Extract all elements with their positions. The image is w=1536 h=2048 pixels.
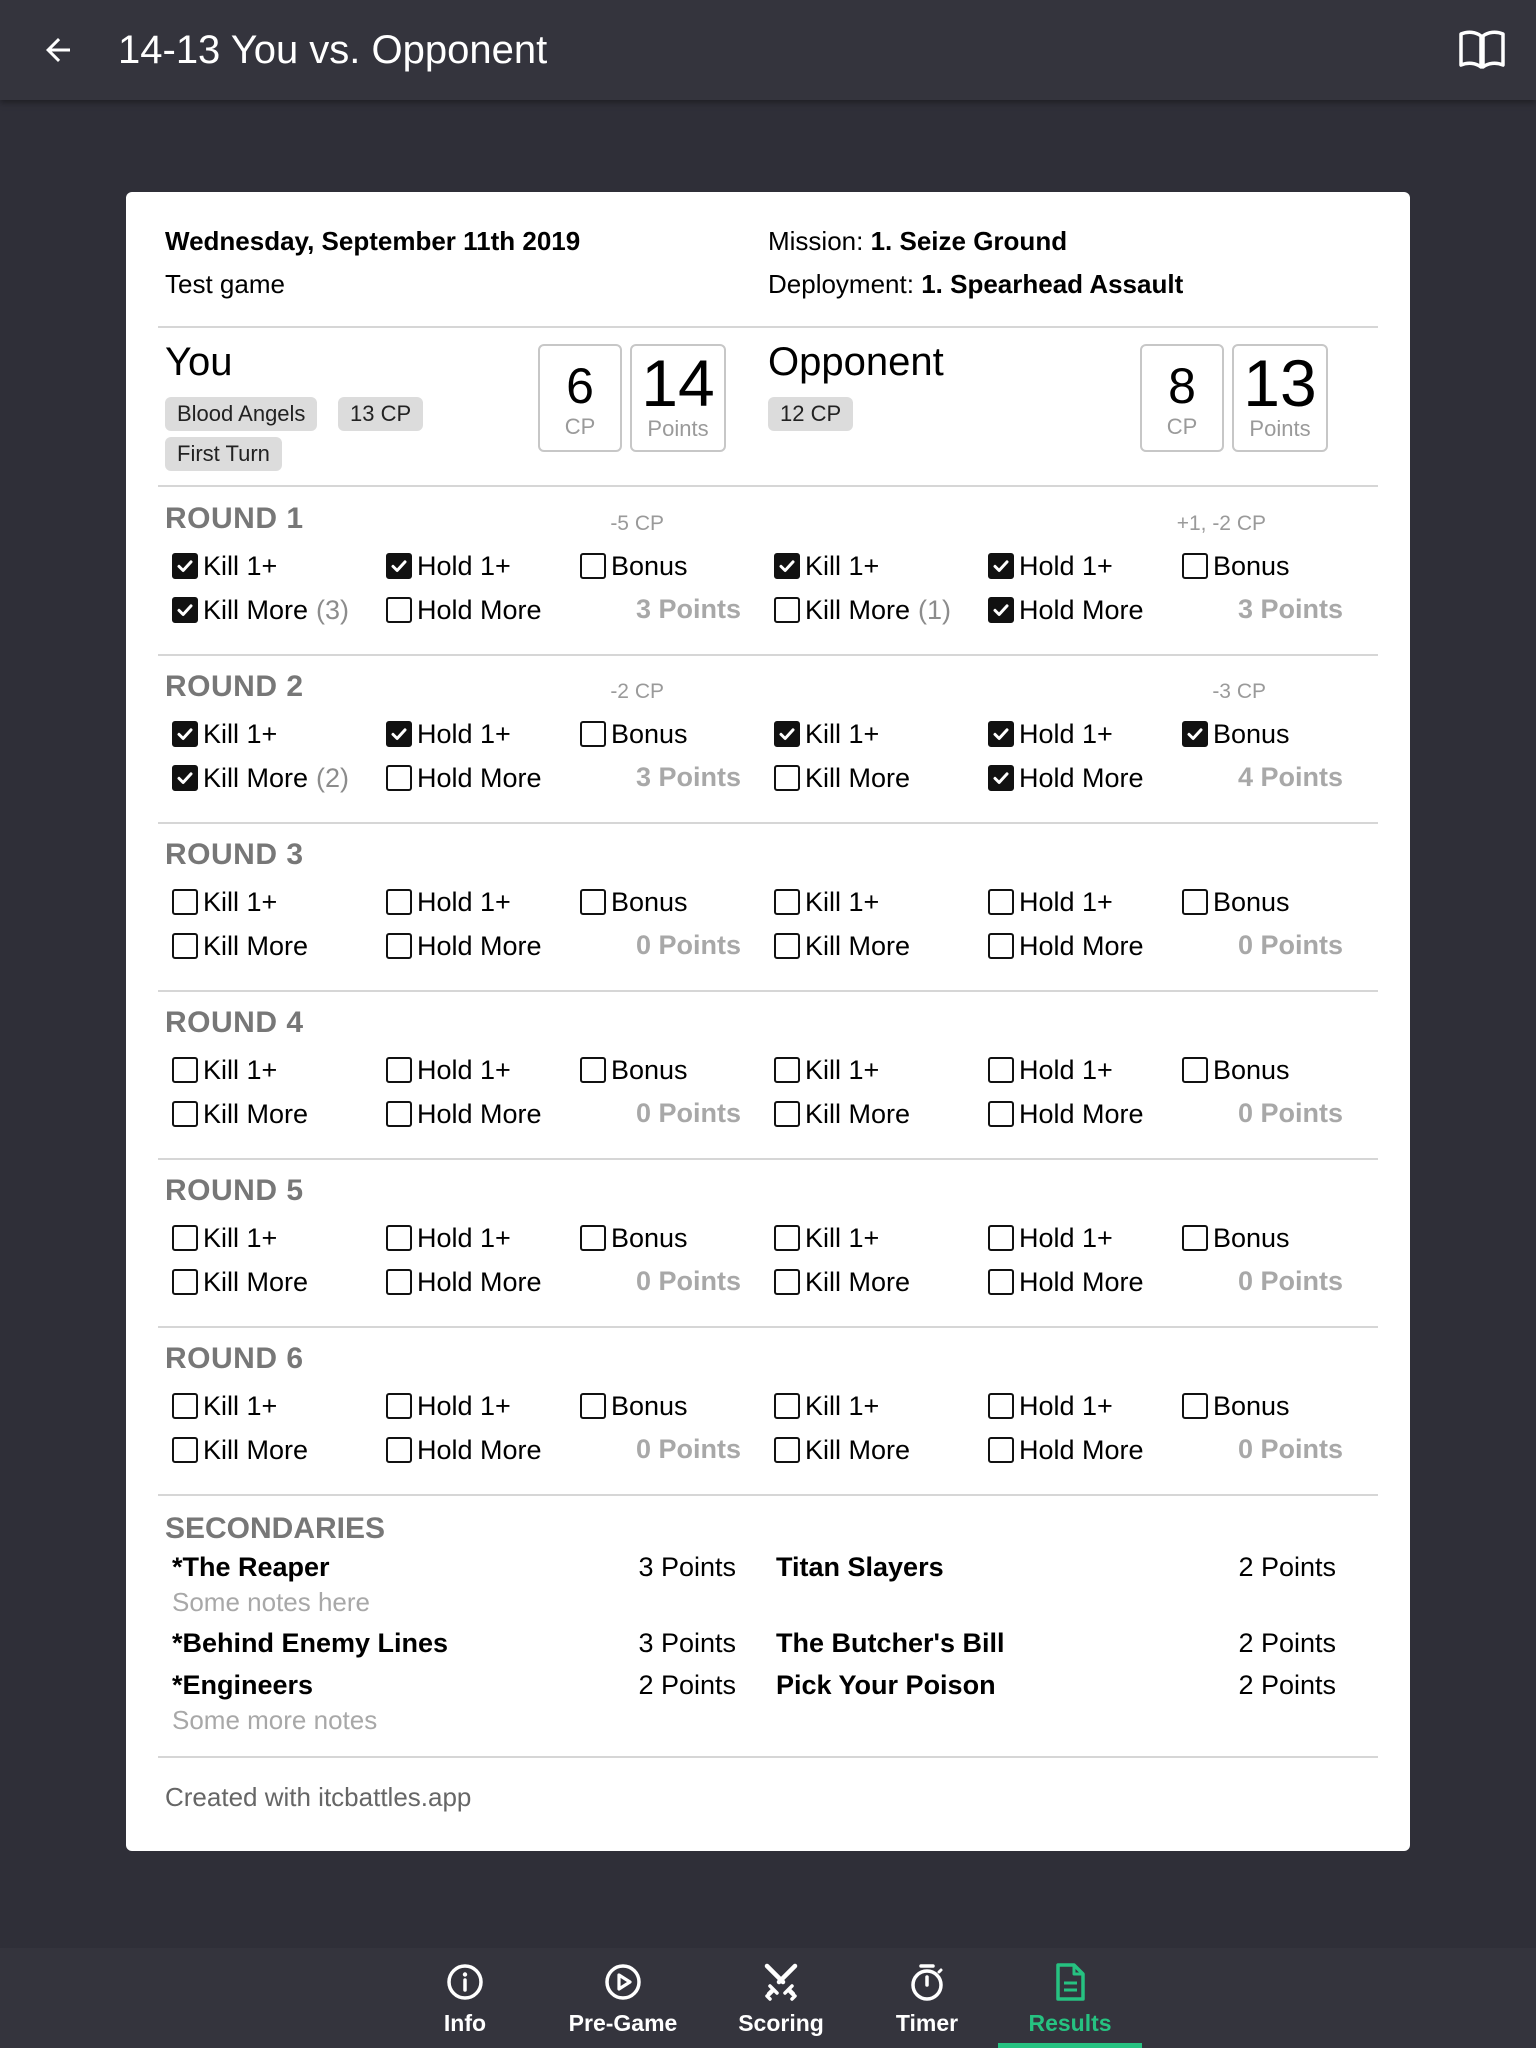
hold-1-checkbox-label: Hold 1+ <box>1019 550 1113 581</box>
kill-more-checkbox[interactable] <box>172 1432 308 1468</box>
divider <box>158 990 1378 992</box>
play-circle-icon <box>604 1963 642 2001</box>
checkbox-unchecked[interactable] <box>386 933 412 959</box>
round-cp-note: -2 CP <box>610 680 664 703</box>
divider <box>158 654 1378 656</box>
hold-more-checkbox-label: Hold More <box>1019 594 1144 625</box>
player-opponent-name: Opponent <box>768 340 944 384</box>
kill-1-checkbox[interactable] <box>774 548 879 584</box>
kill-1-checkbox-label: Kill 1+ <box>805 1222 880 1253</box>
hold-1-checkbox-label: Hold 1+ <box>1019 1054 1113 1085</box>
kill-more-checkbox-label: Kill More <box>805 1098 911 1129</box>
bonus-checkbox-label: Bonus <box>1213 886 1290 917</box>
kill-1-checkbox-label: Kill 1+ <box>805 1390 880 1421</box>
you-cp-label: CP <box>564 414 596 439</box>
player-you-name: You <box>165 340 233 384</box>
checkbox-unchecked[interactable] <box>172 933 198 959</box>
kill-1-checkbox-label: Kill 1+ <box>805 886 880 917</box>
hold-more-checkbox[interactable] <box>386 1096 542 1132</box>
kill-1-checkbox[interactable] <box>172 1052 277 1088</box>
kill-more-count: (2) <box>316 762 350 793</box>
checkbox-unchecked[interactable] <box>774 889 800 915</box>
kill-more-checkbox[interactable] <box>172 1096 308 1132</box>
kill-more-checkbox-label: Kill More <box>203 930 309 961</box>
kill-more-checkbox[interactable] <box>172 592 349 628</box>
checkbox-unchecked[interactable] <box>172 1269 198 1295</box>
checkbox-unchecked[interactable] <box>1182 1057 1208 1083</box>
bonus-checkbox-label: Bonus <box>611 718 688 749</box>
checkbox-unchecked[interactable] <box>386 765 412 791</box>
hold-1-checkbox[interactable] <box>386 1220 511 1256</box>
hold-more-checkbox[interactable] <box>988 1264 1144 1300</box>
hold-1-checkbox[interactable] <box>988 716 1113 752</box>
hold-more-checkbox[interactable] <box>988 928 1144 964</box>
round-cp-note: +1, -2 CP <box>1176 512 1266 535</box>
hold-1-checkbox[interactable] <box>386 1388 511 1424</box>
checkbox-unchecked[interactable] <box>580 889 606 915</box>
kill-1-checkbox[interactable] <box>172 1388 277 1424</box>
round-points: 0 Points <box>636 1266 742 1296</box>
round-title: ROUND 5 <box>165 1174 304 1207</box>
round-points: 0 Points <box>1238 1098 1344 1128</box>
kill-1-checkbox-label: Kill 1+ <box>203 1222 278 1253</box>
game-date: Wednesday, September 11th 2019 <box>165 226 581 256</box>
opponent-cp-box <box>1140 344 1224 452</box>
kill-more-checkbox-label: Kill More <box>805 930 911 961</box>
hold-more-checkbox-label: Hold More <box>417 930 542 961</box>
divider <box>158 822 1378 824</box>
bonus-checkbox-label: Bonus <box>1213 718 1290 749</box>
kill-more-checkbox[interactable] <box>172 928 308 964</box>
deployment-value: 1. Spearhead Assault <box>921 269 1184 299</box>
kill-more-checkbox-label: Kill More <box>203 1098 309 1129</box>
bonus-checkbox[interactable] <box>580 1388 688 1424</box>
checkbox-unchecked[interactable] <box>774 765 800 791</box>
bonus-checkbox-label: Bonus <box>611 1390 688 1421</box>
bonus-checkbox[interactable] <box>1182 1052 1290 1088</box>
cp-chip: 13 CP <box>338 397 423 431</box>
round-points: 0 Points <box>636 1434 742 1464</box>
kill-more-checkbox[interactable] <box>774 760 910 796</box>
checkbox-unchecked[interactable] <box>386 1437 412 1463</box>
opponent-cp-value: 8 <box>1168 358 1196 414</box>
kill-more-checkbox-label: Kill More <box>203 1434 309 1465</box>
checkbox-unchecked[interactable] <box>172 1225 198 1251</box>
kill-1-checkbox[interactable] <box>172 884 277 920</box>
secondary-name: Titan Slayers <box>776 1552 944 1582</box>
opponent-cp-chip: 12 CP <box>768 397 853 431</box>
kill-more-checkbox[interactable] <box>774 1432 910 1468</box>
round-points: 0 Points <box>1238 1266 1344 1296</box>
hold-more-checkbox-label: Hold More <box>1019 1434 1144 1465</box>
checkbox-checked[interactable] <box>172 553 198 579</box>
app-bar <box>0 0 1536 100</box>
hold-1-checkbox-label: Hold 1+ <box>417 886 511 917</box>
hold-1-checkbox-label: Hold 1+ <box>1019 718 1113 749</box>
kill-1-checkbox[interactable] <box>172 1220 277 1256</box>
checkbox-unchecked[interactable] <box>580 553 606 579</box>
bonus-checkbox[interactable] <box>1182 548 1290 584</box>
bonus-checkbox[interactable] <box>580 716 688 752</box>
secondary-points: 2 Points <box>1238 1552 1336 1582</box>
round-title: ROUND 2 <box>165 670 304 703</box>
hold-more-checkbox[interactable] <box>386 1264 542 1300</box>
hold-1-checkbox[interactable] <box>988 1220 1113 1256</box>
mission-value: 1. Seize Ground <box>870 226 1068 256</box>
checkbox-unchecked[interactable] <box>580 721 606 747</box>
hold-more-checkbox[interactable] <box>386 760 542 796</box>
checkbox-unchecked[interactable] <box>386 1225 412 1251</box>
bonus-checkbox[interactable] <box>1182 884 1290 920</box>
secondary-name: *Behind Enemy Lines <box>172 1628 449 1658</box>
kill-1-checkbox-label: Kill 1+ <box>805 718 880 749</box>
hold-1-checkbox[interactable] <box>386 884 511 920</box>
hold-more-checkbox[interactable] <box>386 1432 542 1468</box>
nav-info[interactable] <box>420 1948 510 2048</box>
nav-results[interactable] <box>998 1948 1142 2048</box>
hold-1-checkbox-label: Hold 1+ <box>417 718 511 749</box>
round-points: 3 Points <box>1238 594 1344 624</box>
checkbox-unchecked[interactable] <box>774 597 800 623</box>
kill-1-checkbox[interactable] <box>774 716 879 752</box>
hold-1-checkbox-label: Hold 1+ <box>417 1222 511 1253</box>
checkbox-unchecked[interactable] <box>386 1269 412 1295</box>
you-cp-box <box>538 344 622 452</box>
checkbox-unchecked[interactable] <box>172 1057 198 1083</box>
round-cp-note: -3 CP <box>1212 680 1266 703</box>
kill-1-checkbox-label: Kill 1+ <box>203 718 278 749</box>
divider <box>158 1326 1378 1328</box>
divider <box>158 1756 1378 1758</box>
hold-1-checkbox[interactable] <box>988 884 1113 920</box>
back-button[interactable] <box>30 22 86 78</box>
bonus-checkbox-label: Bonus <box>611 1222 688 1253</box>
secondaries-title: SECONDARIES <box>165 1512 386 1545</box>
hold-more-checkbox-label: Hold More <box>417 762 542 793</box>
kill-1-checkbox-label: Kill 1+ <box>805 1054 880 1085</box>
secondary-note: Some notes here <box>172 1587 371 1617</box>
kill-1-checkbox-label: Kill 1+ <box>203 550 278 581</box>
checkbox-unchecked[interactable] <box>172 889 198 915</box>
secondary-points: 3 Points <box>638 1552 736 1582</box>
secondary-points: 2 Points <box>638 1670 736 1700</box>
book-icon <box>1458 30 1506 70</box>
round-points: 4 Points <box>1238 762 1344 792</box>
checkbox-checked[interactable] <box>774 553 800 579</box>
checkbox-unchecked[interactable] <box>988 889 1014 915</box>
secondary-points: 2 Points <box>1238 1628 1336 1658</box>
kill-more-checkbox-label: Kill More <box>805 594 911 625</box>
nav-label: Timer <box>895 2010 959 2036</box>
checkbox-unchecked[interactable] <box>172 1101 198 1127</box>
kill-more-checkbox[interactable] <box>774 592 951 628</box>
hold-1-checkbox-label: Hold 1+ <box>1019 886 1113 917</box>
crossed-swords-icon <box>761 1962 801 2002</box>
hold-1-checkbox[interactable] <box>988 1388 1113 1424</box>
faction-chip: Blood Angels <box>165 397 317 431</box>
hold-1-checkbox[interactable] <box>386 1052 511 1088</box>
bonus-checkbox-label: Bonus <box>1213 1054 1290 1085</box>
divider <box>158 1158 1378 1160</box>
checkbox-unchecked[interactable] <box>774 1057 800 1083</box>
checkbox-unchecked[interactable] <box>988 1437 1014 1463</box>
deployment <box>768 269 1183 300</box>
bonus-checkbox-label: Bonus <box>1213 550 1290 581</box>
results-card <box>126 192 1410 1851</box>
kill-1-checkbox-label: Kill 1+ <box>203 1054 278 1085</box>
checkbox-unchecked[interactable] <box>774 1101 800 1127</box>
round-points: 0 Points <box>636 1098 742 1128</box>
checkbox-unchecked[interactable] <box>988 1057 1014 1083</box>
hold-1-checkbox[interactable] <box>386 716 511 752</box>
bonus-checkbox[interactable] <box>580 1220 688 1256</box>
checkbox-unchecked[interactable] <box>172 1437 198 1463</box>
checkbox-unchecked[interactable] <box>774 1225 800 1251</box>
kill-1-checkbox[interactable] <box>172 716 277 752</box>
kill-more-checkbox[interactable] <box>774 1264 910 1300</box>
hold-more-checkbox-label: Hold More <box>417 1434 542 1465</box>
you-points-label: Points <box>647 416 709 441</box>
mission <box>768 226 1067 257</box>
bonus-checkbox[interactable] <box>580 884 688 920</box>
rules-book-button[interactable] <box>1456 26 1508 74</box>
hold-more-checkbox-label: Hold More <box>417 594 542 625</box>
secondary-name: *Engineers <box>172 1670 314 1700</box>
kill-more-count: (3) <box>316 594 350 625</box>
checkbox-unchecked[interactable] <box>386 597 412 623</box>
kill-1-checkbox[interactable] <box>774 1388 879 1424</box>
bonus-checkbox-label: Bonus <box>1213 1222 1290 1253</box>
checkbox-unchecked[interactable] <box>774 933 800 959</box>
kill-more-checkbox-label: Kill More <box>805 762 911 793</box>
round-cp-note: -5 CP <box>610 512 664 535</box>
page-title: 14-13 You vs. Opponent <box>118 27 548 72</box>
kill-1-checkbox[interactable] <box>774 1220 879 1256</box>
bonus-checkbox[interactable] <box>1182 1388 1290 1424</box>
hold-more-checkbox-label: Hold More <box>1019 762 1144 793</box>
secondary-points: 2 Points <box>1238 1670 1336 1700</box>
round-points: 0 Points <box>1238 1434 1344 1464</box>
hold-1-checkbox[interactable] <box>988 1052 1113 1088</box>
kill-more-count: (1) <box>918 594 952 625</box>
bonus-checkbox-label: Bonus <box>611 550 688 581</box>
hold-more-checkbox-label: Hold More <box>417 1266 542 1297</box>
checkbox-unchecked[interactable] <box>1182 1393 1208 1419</box>
kill-more-checkbox-label: Kill More <box>805 1266 911 1297</box>
bonus-checkbox[interactable] <box>580 548 688 584</box>
kill-more-checkbox-label: Kill More <box>203 594 309 625</box>
checkbox-checked[interactable] <box>386 721 412 747</box>
kill-1-checkbox[interactable] <box>172 548 277 584</box>
deployment-label: Deployment: <box>768 269 914 299</box>
hold-more-checkbox-label: Hold More <box>1019 930 1144 961</box>
opponent-cp-label: CP <box>1166 414 1198 439</box>
checkbox-unchecked[interactable] <box>1182 1225 1208 1251</box>
checkbox-unchecked[interactable] <box>386 1057 412 1083</box>
nav-label: Pre-Game <box>568 2010 678 2036</box>
checkbox-checked[interactable] <box>1182 721 1208 747</box>
hold-1-checkbox-label: Hold 1+ <box>1019 1222 1113 1253</box>
hold-1-checkbox[interactable] <box>386 548 511 584</box>
opponent-points-box <box>1232 344 1328 452</box>
bonus-checkbox[interactable] <box>1182 1220 1290 1256</box>
checkbox-checked[interactable] <box>988 721 1014 747</box>
kill-more-checkbox[interactable] <box>774 1096 910 1132</box>
hold-more-checkbox[interactable] <box>988 1432 1144 1468</box>
checkbox-unchecked[interactable] <box>988 1225 1014 1251</box>
bonus-checkbox-label: Bonus <box>611 886 688 917</box>
hold-more-checkbox[interactable] <box>386 928 542 964</box>
mission-label: Mission: <box>768 226 864 256</box>
checkbox-unchecked[interactable] <box>988 1101 1014 1127</box>
round-points: 3 Points <box>636 594 742 624</box>
created-with-note: Created with itcbattles.app <box>165 1782 472 1812</box>
checkbox-checked[interactable] <box>988 765 1014 791</box>
checkbox-unchecked[interactable] <box>386 889 412 915</box>
checkbox-unchecked[interactable] <box>988 933 1014 959</box>
nav-timer[interactable] <box>884 1948 970 2048</box>
checkbox-unchecked[interactable] <box>580 1057 606 1083</box>
checkbox-unchecked[interactable] <box>774 1437 800 1463</box>
hold-1-checkbox-label: Hold 1+ <box>417 550 511 581</box>
hold-1-checkbox-label: Hold 1+ <box>417 1390 511 1421</box>
bonus-checkbox[interactable] <box>1182 716 1290 752</box>
kill-more-checkbox[interactable] <box>774 928 910 964</box>
hold-1-checkbox-label: Hold 1+ <box>417 1054 511 1085</box>
you-points-value: 14 <box>641 346 715 420</box>
checkbox-checked[interactable] <box>172 597 198 623</box>
you-points-box <box>630 344 726 452</box>
nav-label: Results <box>1028 2010 1112 2036</box>
hold-1-checkbox[interactable] <box>988 548 1113 584</box>
arrow-left-icon <box>40 32 76 68</box>
checkbox-unchecked[interactable] <box>580 1393 606 1419</box>
checkbox-unchecked[interactable] <box>172 1393 198 1419</box>
kill-1-checkbox-label: Kill 1+ <box>203 1390 278 1421</box>
secondary-name: The Butcher's Bill <box>776 1628 1005 1658</box>
hold-more-checkbox[interactable] <box>386 592 542 628</box>
you-cp-value: 6 <box>566 358 594 414</box>
bonus-checkbox-label: Bonus <box>611 1054 688 1085</box>
checkbox-checked[interactable] <box>774 721 800 747</box>
checkbox-checked[interactable] <box>172 765 198 791</box>
round-points: 3 Points <box>636 762 742 792</box>
checkbox-unchecked[interactable] <box>774 1269 800 1295</box>
secondary-points: 3 Points <box>638 1628 736 1658</box>
kill-1-checkbox[interactable] <box>774 1052 879 1088</box>
checkbox-unchecked[interactable] <box>1182 553 1208 579</box>
opponent-points-label: Points <box>1249 416 1311 441</box>
opponent-points-value: 13 <box>1243 346 1317 420</box>
hold-more-checkbox-label: Hold More <box>1019 1098 1144 1129</box>
divider <box>158 1494 1378 1496</box>
nav-pre-game[interactable] <box>560 1948 686 2048</box>
secondary-note: Some more notes <box>172 1705 378 1735</box>
kill-1-checkbox-label: Kill 1+ <box>203 886 278 917</box>
round-points: 0 Points <box>1238 930 1344 960</box>
checkbox-unchecked[interactable] <box>386 1393 412 1419</box>
checkbox-checked[interactable] <box>172 721 198 747</box>
checkbox-unchecked[interactable] <box>988 1393 1014 1419</box>
nav-label: Info <box>443 2010 487 2036</box>
kill-1-checkbox[interactable] <box>774 884 879 920</box>
nav-label: Scoring <box>738 2010 824 2036</box>
round-title: ROUND 6 <box>165 1342 304 1375</box>
hold-more-checkbox-label: Hold More <box>1019 1266 1144 1297</box>
bonus-checkbox-label: Bonus <box>1213 1390 1290 1421</box>
round-title: ROUND 3 <box>165 838 304 871</box>
kill-more-checkbox-label: Kill More <box>805 1434 911 1465</box>
bottom-nav <box>0 1948 1536 2048</box>
kill-more-checkbox-label: Kill More <box>203 1266 309 1297</box>
hold-more-checkbox[interactable] <box>988 1096 1144 1132</box>
stopwatch-icon <box>908 1962 946 2002</box>
nav-scoring[interactable] <box>732 1948 830 2048</box>
checkbox-checked[interactable] <box>386 553 412 579</box>
hold-more-checkbox[interactable] <box>988 760 1144 796</box>
secondary-name: *The Reaper <box>172 1552 330 1582</box>
checkbox-unchecked[interactable] <box>386 1101 412 1127</box>
hold-more-checkbox-label: Hold More <box>417 1098 542 1129</box>
kill-more-checkbox[interactable] <box>172 1264 308 1300</box>
hold-1-checkbox-label: Hold 1+ <box>1019 1390 1113 1421</box>
round-points: 0 Points <box>636 930 742 960</box>
checkbox-checked[interactable] <box>988 597 1014 623</box>
kill-more-checkbox[interactable] <box>172 760 349 796</box>
hold-more-checkbox[interactable] <box>988 592 1144 628</box>
round-title: ROUND 1 <box>165 502 304 535</box>
kill-1-checkbox-label: Kill 1+ <box>805 550 880 581</box>
secondary-name: Pick Your Poison <box>776 1670 996 1700</box>
checkbox-unchecked[interactable] <box>1182 889 1208 915</box>
info-icon <box>446 1963 484 2001</box>
checkbox-checked[interactable] <box>988 553 1014 579</box>
checkbox-unchecked[interactable] <box>774 1393 800 1419</box>
divider <box>158 485 1378 487</box>
bonus-checkbox[interactable] <box>580 1052 688 1088</box>
checkbox-unchecked[interactable] <box>988 1269 1014 1295</box>
kill-more-checkbox-label: Kill More <box>203 762 309 793</box>
divider <box>158 326 1378 328</box>
round-title: ROUND 4 <box>165 1006 304 1039</box>
checkbox-unchecked[interactable] <box>580 1225 606 1251</box>
document-icon <box>1053 1962 1087 2002</box>
game-name: Test game <box>165 269 285 299</box>
first-turn-chip: First Turn <box>165 437 282 471</box>
